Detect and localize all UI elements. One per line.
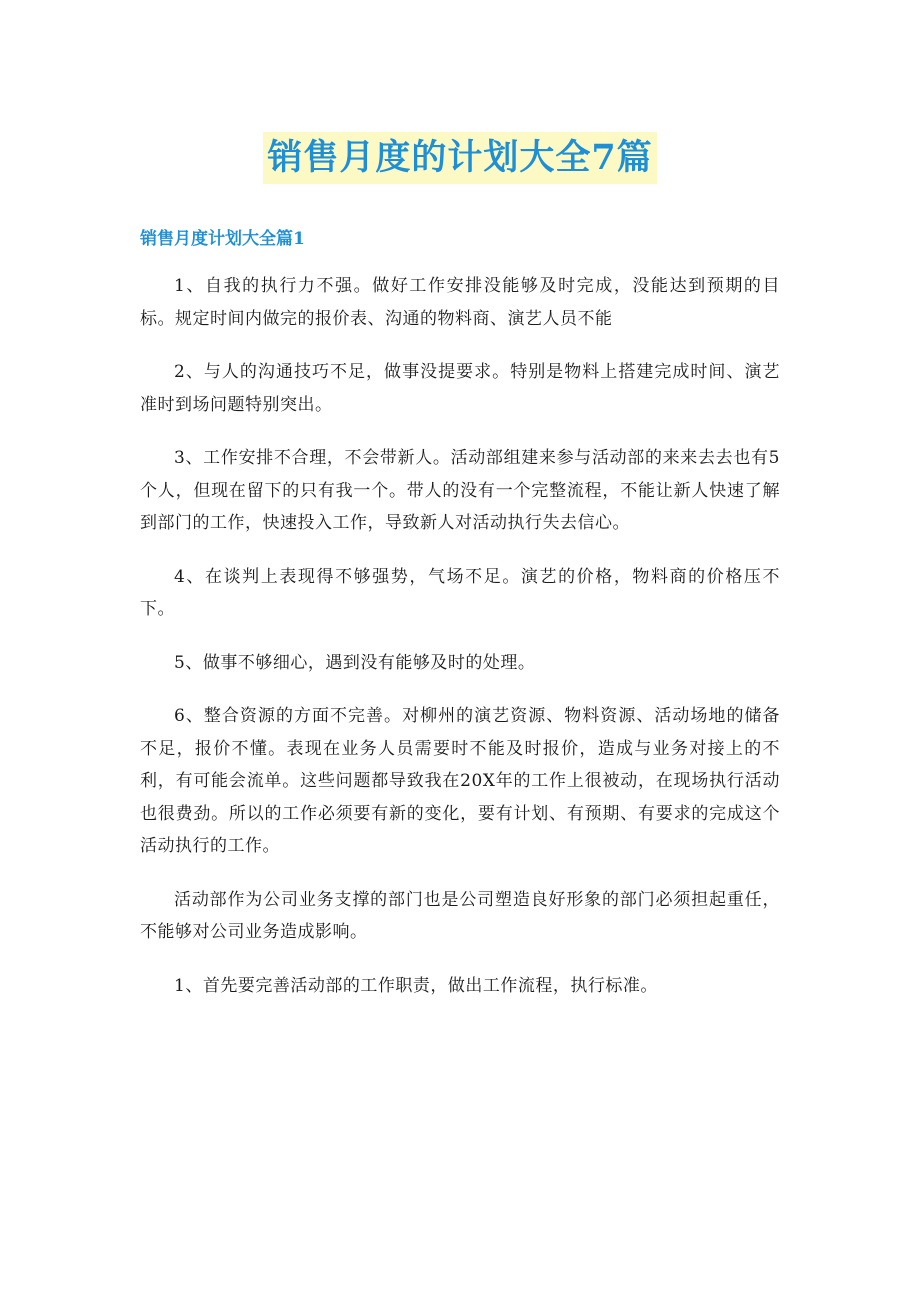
paragraph: 1、自我的执行力不强。做好工作安排没能够及时完成，没能达到预期的目标。规定时间内做完的报价表、沟通的物料商、演艺人员不能 bbox=[140, 276, 780, 329]
paragraph: 1、首先要完善活动部的工作职责，做出工作流程，执行标准。 bbox=[174, 975, 658, 996]
paragraph: 6、整合资源的方面不完善。对柳州的演艺资源、物料资源、活动场地的储备不足，报价不懂。表现在业务人员需要时不能及时报价，造成与业务对接上的不利，有可能会流单。这些问题都导致我在20X年的工作上很被动，在现场执行活动也很费劲。所以的工作必须要有新的变化，要有计划、有预期、有要求的完成这个活动执行的工作。 bbox=[140, 706, 780, 856]
paragraph: 活动部作为公司业务支撑的部门也是公司塑造良好形象的部门必须担起重任，不能够对公司业务造成影响。 bbox=[140, 889, 780, 942]
paragraph: 3、工作安排不合理，不会带新人。活动部组建来参与活动部的来来去去也有5个人，但现在留下的只有我一个。带人的没有一个完整流程，不能让新人快速了解到部门的工作，快速投入工作，导致新人对活动执行失去信心。 bbox=[140, 448, 780, 533]
paragraph: 5、做事不够细心，遇到没有能够及时的处理。 bbox=[174, 652, 536, 673]
title-container bbox=[0, 132, 920, 184]
document-body bbox=[140, 270, 780, 1023]
paragraph: 4、在谈判上表现得不够强势，气场不足。演艺的价格，物料商的价格压不下。 bbox=[140, 566, 780, 619]
paragraph: 2、与人的沟通技巧不足，做事没提要求。特别是物料上搭建完成时间、演艺准时到场问题特别突出。 bbox=[140, 362, 780, 415]
section-heading: 销售月度计划大全篇1 bbox=[140, 229, 305, 249]
page-title: 销售月度的计划大全7篇 bbox=[263, 132, 656, 184]
